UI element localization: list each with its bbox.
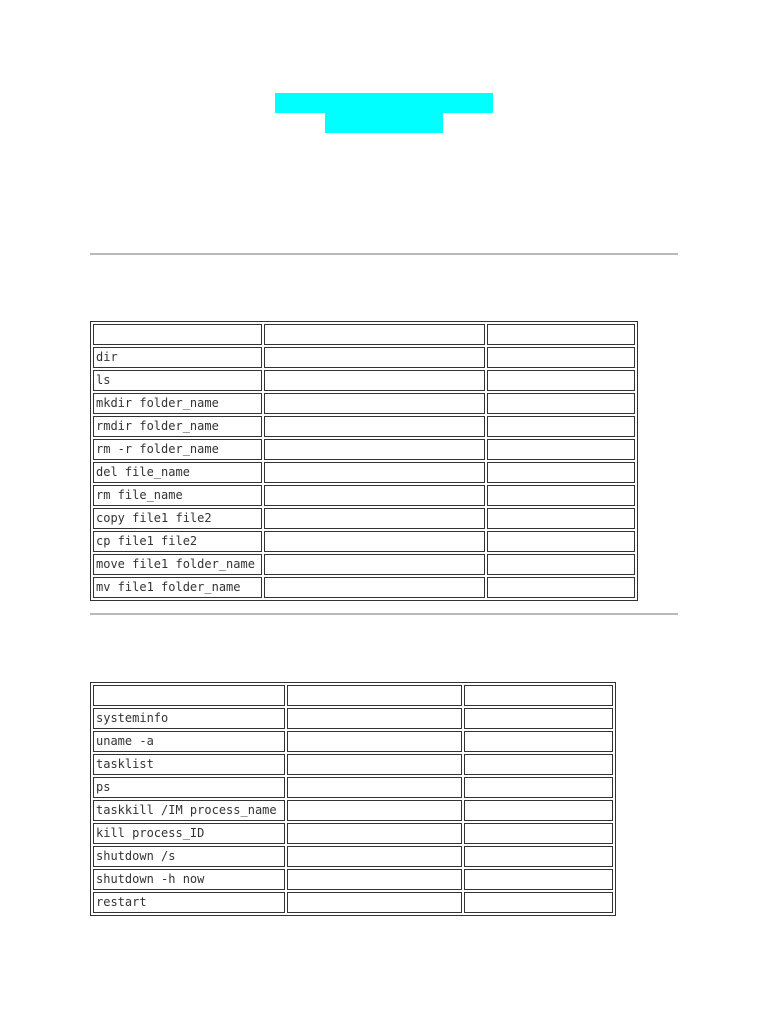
table-cell: dir [93,347,262,368]
table-cell: mkdir folder_name [93,393,262,414]
table-cell [464,708,613,729]
table-row [93,823,613,844]
table-cell: mv file1 folder_name [93,577,262,598]
table-cell [464,800,613,821]
table-row [93,800,613,821]
table-cell [487,485,635,506]
table-cell [487,554,635,575]
table-cell [487,508,635,529]
table-cell [287,846,462,867]
table-cell [264,393,485,414]
table-row [93,892,613,913]
table-row [93,347,635,368]
table-cell: rmdir folder_name [93,416,262,437]
table-cell [264,577,485,598]
table-row [93,370,635,391]
table-cell: ls [93,370,262,391]
table-cell [464,846,613,867]
table-cell [464,892,613,913]
table-cell [487,370,635,391]
table-row [93,708,613,729]
table-row [93,846,613,867]
highlighted-title-line-1 [275,93,493,113]
table-cell [264,554,485,575]
system-commands-table [90,682,616,916]
table-cell [264,324,485,345]
table-cell [287,800,462,821]
table-cell: copy file1 file2 [93,508,262,529]
file-commands-table [90,321,638,601]
table-cell [487,462,635,483]
table-cell: systeminfo [93,708,285,729]
table-cell [487,439,635,460]
table-row [93,439,635,460]
table-cell [287,823,462,844]
table-cell [287,731,462,752]
table-row [93,777,613,798]
table-cell: rm file_name [93,485,262,506]
table-row [93,577,635,598]
table-row [93,485,635,506]
table-cell: kill process_ID [93,823,285,844]
table-cell [287,777,462,798]
table-row [93,754,613,775]
table-header-row [93,685,613,706]
table-cell: tasklist [93,754,285,775]
table-cell [487,577,635,598]
table-cell [287,869,462,890]
table-cell [487,347,635,368]
table-cell [464,685,613,706]
table-cell: cp file1 file2 [93,531,262,552]
table-cell: restart [93,892,285,913]
table-row [93,869,613,890]
table-row [93,508,635,529]
table-cell [487,393,635,414]
table-cell [287,708,462,729]
table-cell [287,754,462,775]
table-row [93,416,635,437]
table-cell [287,685,462,706]
table-cell: taskkill /IM process_name [93,800,285,821]
table-cell [264,416,485,437]
table-cell [464,869,613,890]
table-row [93,554,635,575]
table-cell [464,777,613,798]
table-cell [487,416,635,437]
highlighted-title-line-2 [325,113,443,133]
horizontal-divider [90,253,678,255]
table-cell [487,531,635,552]
table-cell [464,731,613,752]
table-cell [93,685,285,706]
horizontal-divider [90,613,678,615]
table-row [93,731,613,752]
table-cell [487,324,635,345]
table-cell [287,892,462,913]
table-cell: shutdown -h now [93,869,285,890]
table-cell: move file1 folder_name [93,554,262,575]
table-cell [264,531,485,552]
table-cell [93,324,262,345]
table-cell [464,823,613,844]
table-cell: ps [93,777,285,798]
table-cell [264,462,485,483]
table-cell [264,439,485,460]
table-cell [264,370,485,391]
table-row [93,393,635,414]
table-cell: rm -r folder_name [93,439,262,460]
table-cell [264,508,485,529]
table-cell [264,485,485,506]
table-row [93,462,635,483]
table-cell [464,754,613,775]
table-header-row [93,324,635,345]
table-cell: uname -a [93,731,285,752]
table-row [93,531,635,552]
table-cell [264,347,485,368]
table-cell: del file_name [93,462,262,483]
table-cell: shutdown /s [93,846,285,867]
